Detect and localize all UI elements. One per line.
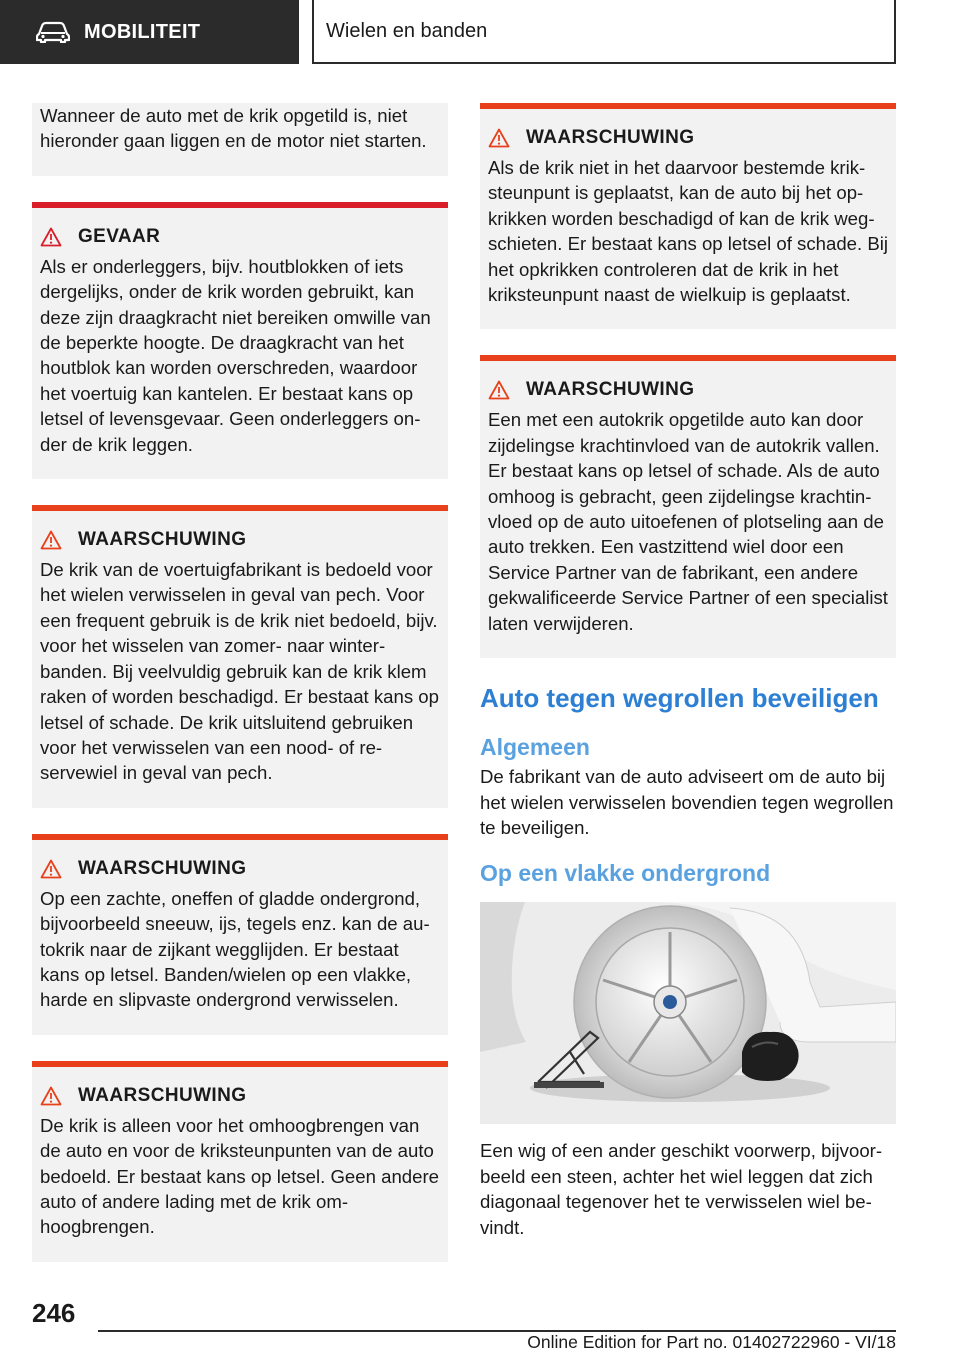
warning-text: Als de krik niet in het daarvoor bestemde kriksteunpunt is geplaatst, kan de auto bij het opkrikken worden beschadigd of kan de krik wegschieten. Er bestaat kans op letsel of schade. Bij het opkrikken controleren dat de krik in het kriksteunpunt naast de wielkuip is geplaatst.: [488, 157, 888, 306]
warning-box: [480, 355, 896, 658]
warning-title-row: [488, 379, 888, 401]
warning-triangle-icon: [40, 1086, 62, 1106]
warning-box: [480, 103, 896, 329]
edition-text: Online Edition for Part no. 01402722960 - VI/18: [527, 1332, 896, 1352]
warning-title: WAARSCHUWING: [526, 379, 695, 401]
figure-caption: Een wig of een ander geschikt voorwerp, bijvoorbeeld een steen, achter het wiel leggen dat zich diagonaal tegenover het te verwisselen wiel bevindt.: [480, 1140, 883, 1238]
section-title: MOBILITEIT: [84, 20, 201, 43]
warning-title: WAARSCHUWING: [526, 127, 695, 148]
warning-triangle-icon: [488, 128, 510, 148]
warning-title: WAARSCHUWING: [78, 529, 247, 551]
wheel-illustration-graphic: [480, 902, 896, 1124]
danger-title-row: [40, 226, 440, 248]
intro-box: [32, 103, 448, 176]
general-text: De fabrikant van de auto adviseert om de auto bij het wielen verwisselen bovendien tegen wegrollen te beveiligen.: [480, 766, 894, 838]
warning-box: [32, 505, 448, 808]
right-column: [480, 103, 896, 1240]
warning-text: De krik is alleen voor het omhoogbrengen van de auto en voor de kriksteunpunten van de auto bedoeld. Er bestaat kans op letsel. Geen andere auto of andere lading met de krik omhoogbrengen.: [40, 1114, 440, 1238]
warning-title-row: [40, 529, 440, 551]
intro-text: Wanneer de auto met de krik opgetild is, niet hieronder gaan liggen en de motor niet starten.: [40, 105, 427, 152]
warning-box: [32, 834, 448, 1035]
subheading-general: Algemeen: [480, 734, 590, 761]
warning-triangle-icon: [40, 859, 62, 879]
left-column: [32, 103, 448, 1262]
warning-box: [32, 1061, 448, 1262]
section-heading: Auto tegen wegrollen beveiligen: [480, 683, 879, 714]
chapter-header: [312, 0, 896, 64]
warning-text: Een met een autokrik opgetilde auto kan door zijdelingse krachtinvloed van de autokrik vallen. Er bestaat kans op letsel of schade. Als de auto omhoog is gebracht, geen zijdelingse krachtinvloed op de auto uitoefenen of plotseling aan de auto trekken. Een vastzittend wiel door een Service Partner van de fabrikant, een andere gekwalificeerde Service Partner of een specialist laten verwijderen.: [488, 409, 888, 634]
danger-title: GEVAAR: [78, 225, 161, 247]
warning-title: WAARSCHUWING: [78, 857, 247, 879]
warning-title-row: [40, 1085, 440, 1107]
wheel-wedge-illustration: [480, 902, 896, 1124]
section-tab: [0, 0, 299, 64]
danger-text: Als er onderleggers, bijv. houtblokken of iets dergelijks, onder de krik worden gebruikt, kan deze zijn draagkracht niet bereiken omwille van de beperkte hoogte. De draagkracht van het houtblok kan worden overschreden, waardoor het voertuig kan kantelen. Er bestaat kans op letsel of levensgevaar. Geen onderleggers onder de krik leggen.: [40, 255, 431, 455]
subheading-flat-surface: Op een vlakke ondergrond: [480, 860, 771, 887]
warning-title-row: [40, 858, 440, 880]
warning-text: De krik van de voertuigfabrikant is bedoeld voor het wielen verwisselen in geval van pech. Voor een frequent gebruik is de krik niet bedoeld, bijv. voor het wisselen van zomer- naar winterbanden. Bij veelvuldig gebruik kan de krik klem raken of worden beschadigd. Er bestaat kans op letsel of schade. De krik uitsluitend gebruiken voor het verwisselen van een nood- of reservewiel in geval van pech.: [40, 559, 439, 784]
warning-title: WAARSCHUWING: [78, 1084, 247, 1106]
page-number: 246: [32, 1298, 76, 1328]
warning-triangle-icon: [488, 380, 510, 400]
warning-triangle-icon: [40, 227, 62, 247]
chapter-title: Wielen en banden: [326, 19, 488, 42]
warning-text: Op een zachte, oneffen of gladde ondergrond, bijvoorbeeld sneeuw, ijs, tegels enz. kan de autokrik naar de zijkant wegglijden. Er bestaat kans op letsel. Banden/wielen op een vlakke, harde en slipvaste ondergrond verwisselen.: [40, 887, 430, 1011]
car-icon: [36, 21, 70, 43]
warning-title-row: [488, 127, 888, 149]
danger-box: [32, 202, 448, 479]
warning-triangle-icon: [40, 530, 62, 550]
